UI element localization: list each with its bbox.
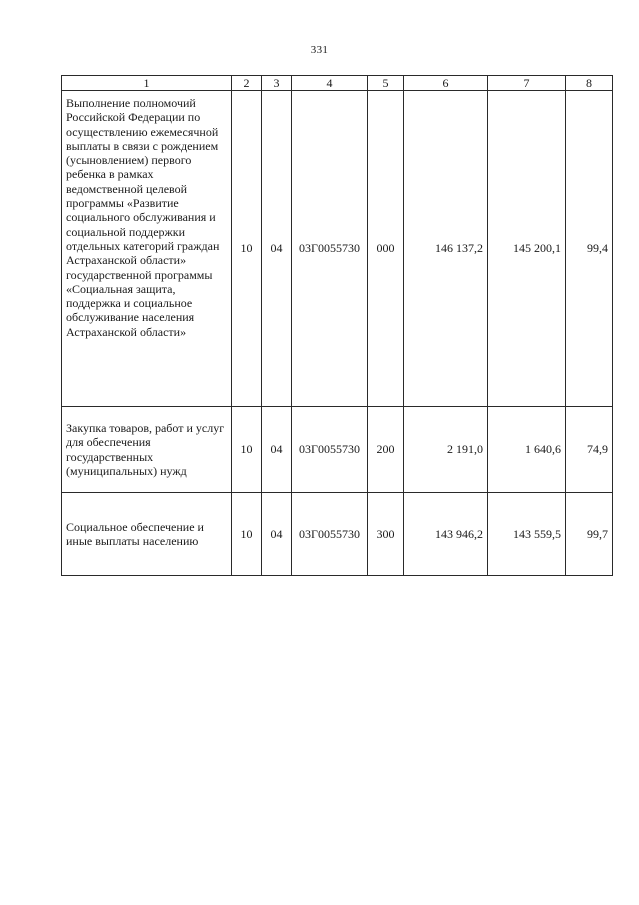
planned-cell: 146 137,2 bbox=[404, 91, 488, 407]
expense-type-cell: 000 bbox=[368, 91, 404, 407]
target-article-cell: 03Г0055730 bbox=[292, 407, 368, 493]
header-cell-7: 7 bbox=[488, 76, 566, 91]
planned-cell: 2 191,0 bbox=[404, 407, 488, 493]
target-article-cell: 03Г0055730 bbox=[292, 91, 368, 407]
section-cell: 10 bbox=[232, 407, 262, 493]
header-cell-2: 2 bbox=[232, 76, 262, 91]
target-article-cell: 03Г0055730 bbox=[292, 493, 368, 576]
subsection-cell: 04 bbox=[262, 493, 292, 576]
header-cell-5: 5 bbox=[368, 76, 404, 91]
description-cell: Закупка товаров, работ и услуг для обеспечения государственных (муниципальных) нужд bbox=[62, 407, 232, 493]
header-cell-4: 4 bbox=[292, 76, 368, 91]
executed-cell: 145 200,1 bbox=[488, 91, 566, 407]
page-number: 331 bbox=[310, 44, 329, 56]
subsection-cell: 04 bbox=[262, 91, 292, 407]
table-row bbox=[62, 493, 613, 576]
header-cell-1: 1 bbox=[62, 76, 232, 91]
executed-cell: 143 559,5 bbox=[488, 493, 566, 576]
header-row bbox=[62, 76, 613, 91]
section-cell: 10 bbox=[232, 493, 262, 576]
percent-cell: 74,9 bbox=[566, 407, 613, 493]
executed-cell: 1 640,6 bbox=[488, 407, 566, 493]
table-row bbox=[62, 407, 613, 493]
percent-cell: 99,4 bbox=[566, 91, 613, 407]
budget-table bbox=[61, 75, 613, 576]
description-cell: Социальное обеспечение и иные выплаты населению bbox=[62, 493, 232, 576]
header-cell-8: 8 bbox=[566, 76, 613, 91]
expense-type-cell: 300 bbox=[368, 493, 404, 576]
table-row bbox=[62, 91, 613, 407]
section-cell: 10 bbox=[232, 91, 262, 407]
subsection-cell: 04 bbox=[262, 407, 292, 493]
header-cell-3: 3 bbox=[262, 76, 292, 91]
expense-type-cell: 200 bbox=[368, 407, 404, 493]
header-cell-6: 6 bbox=[404, 76, 488, 91]
planned-cell: 143 946,2 bbox=[404, 493, 488, 576]
percent-cell: 99,7 bbox=[566, 493, 613, 576]
description-cell: Выполнение полномочий Российской Федерации по осуществлению ежемесячной выплаты в связи с рождением (усыновлением) первого ребенка в рамках ведомственной целевой программы «Развитие социального обслуживания и социальной поддержки отдельных категорий граждан Астраханской области» государственной программы «Социальная защита, поддержка и социальное обслуживание населения Астраханской области» bbox=[62, 91, 232, 407]
